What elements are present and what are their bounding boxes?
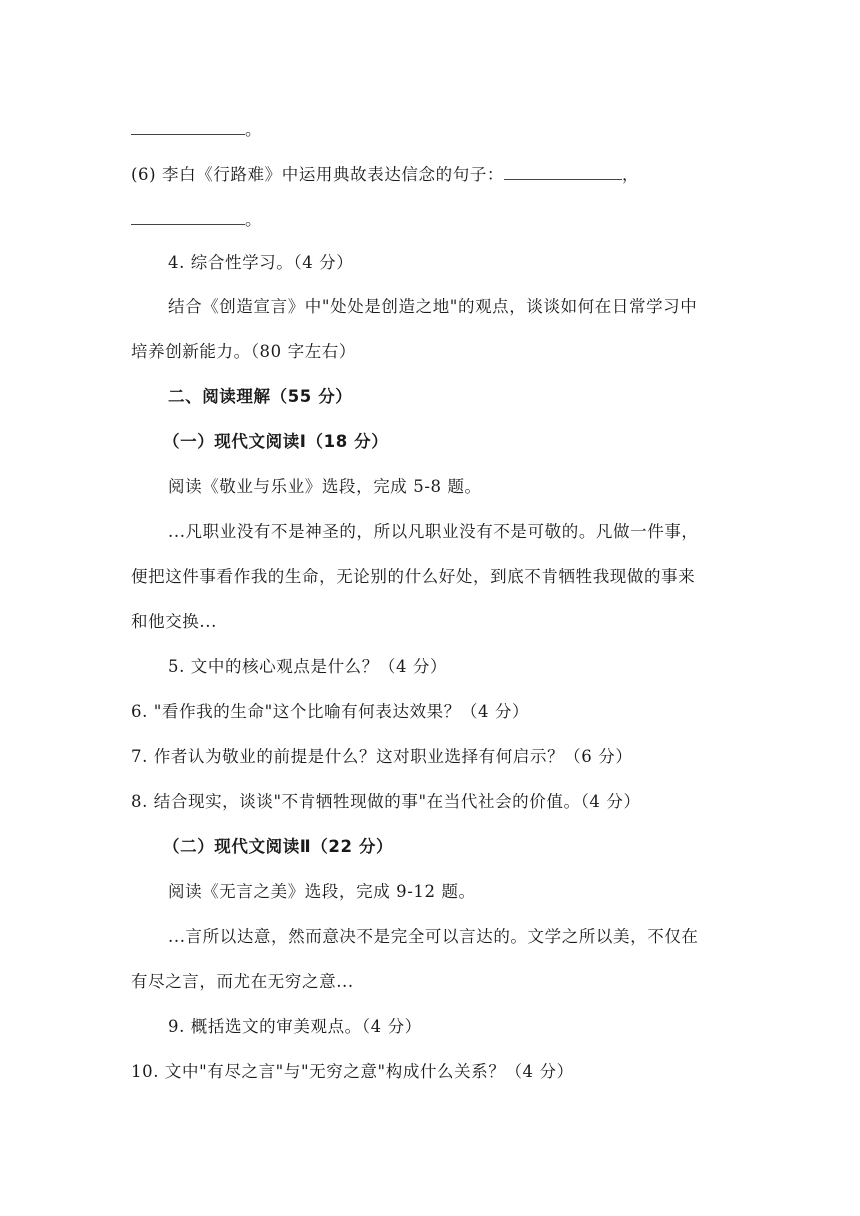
subsection-heading: （二）现代文阅读Ⅱ（22 分） xyxy=(163,837,394,856)
passage-text: ...凡职业没有不是神圣的，所以凡职业没有不是可敬的。凡做一件事， xyxy=(168,522,699,541)
question-7: 7. 作者认为敬业的前提是什么？这对职业选择有何启示？（6 分） xyxy=(131,747,633,766)
fill-blank[interactable] xyxy=(131,118,245,135)
question-10: 10. 文中"有尽之言"与"无穷之意"构成什么关系？（4 分） xyxy=(131,1062,574,1081)
question-8: 8. 结合现实，谈谈"不肯牺牲现做的事"在当代社会的价值。（4 分） xyxy=(131,792,641,811)
fill-blank[interactable] xyxy=(131,208,245,225)
question-5: 5. 文中的核心观点是什么？（4 分） xyxy=(168,657,448,676)
passage-text: 便把这件事看作我的生命，无论别的什么好处，到底不肯牺牲我现做的事来 xyxy=(131,567,696,586)
question-9: 9. 概括选文的审美观点。（4 分） xyxy=(168,1017,422,1036)
question-6-continuation: 。 xyxy=(131,208,262,231)
subsection-heading: （一）现代文阅读Ⅰ（18 分） xyxy=(163,432,389,451)
question-4-body: 培养创新能力。（80 字左右） xyxy=(131,342,356,361)
passage-text: 和他交换... xyxy=(131,612,217,631)
question-6: 6. "看作我的生命"这个比喻有何表达效果？（4 分） xyxy=(131,702,530,721)
section-heading: 二、阅读理解（55 分） xyxy=(168,387,353,406)
passage-text: 有尽之言，而尤在无穷之意... xyxy=(131,972,354,991)
passage-text: ...言所以达意，然而意决不是完全可以言达的。文学之所以美，不仅在 xyxy=(168,927,699,946)
question-4-title: 4. 综合性学习。（4 分） xyxy=(168,253,354,272)
answer-blank-line-end: 。 xyxy=(131,118,262,141)
reading-instruction: 阅读《无言之美》选段，完成 9-12 题。 xyxy=(168,882,476,901)
question-4-body: 结合《创造宣言》中"处处是创造之地"的观点，谈谈如何在日常学习中 xyxy=(168,297,698,316)
fill-blank[interactable] xyxy=(504,163,622,180)
reading-instruction: 阅读《敬业与乐业》选段，完成 5-8 题。 xyxy=(168,477,482,496)
question-6-line: (6) 李白《行路难》中运用典故表达信念的句子： ， xyxy=(131,165,640,184)
